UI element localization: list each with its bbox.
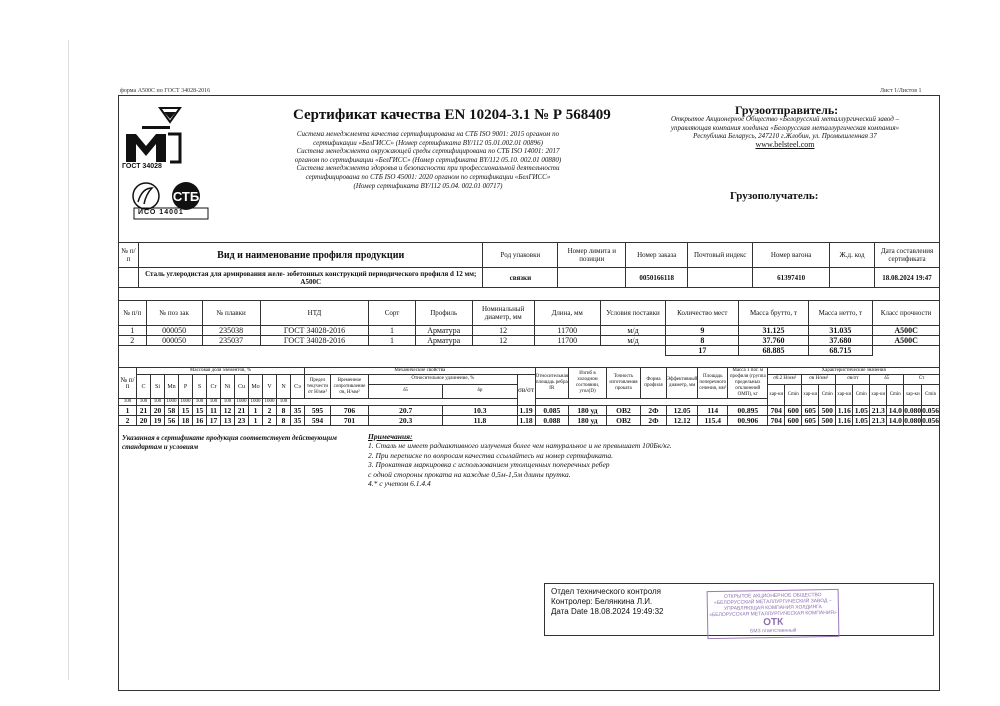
element-header: N <box>277 375 291 399</box>
cert-line: сертификации «БелГИСС» (Номер сертификата BY/112 05.01.002.01 00896) <box>313 138 543 147</box>
gost-label: ГОСТ 34028 <box>122 163 162 170</box>
table-cell: 21 <box>137 406 151 416</box>
table-cell: 37.680 <box>808 336 873 346</box>
notes-title: Примечания: <box>368 432 413 441</box>
col-header: Изгиб в холодном состоянии, угол(D) <box>568 368 606 399</box>
char-group-header: σв Н/мм² <box>802 375 836 385</box>
table-cell: 1 <box>119 406 137 416</box>
col-header: Сорт <box>369 301 415 326</box>
multiplier: 1000 <box>250 399 261 404</box>
table-cell: 600 <box>785 406 802 416</box>
col-header: НТД <box>260 301 369 326</box>
col-header: Точность изготовления проката <box>606 368 640 399</box>
table-cell: 0.080 <box>904 405 922 415</box>
table-cell: 56 <box>165 416 179 426</box>
shipper-line: управляющая компания холдинга «Белорусская металлургическая компания» <box>670 123 900 132</box>
multiplier: 100 <box>277 399 291 406</box>
table-cell: 19 <box>151 416 165 426</box>
stamp-otk: ОТК <box>763 616 784 629</box>
table-cell: 235038 <box>202 326 260 336</box>
col-header: № п/п <box>119 243 139 268</box>
multiplier: 100 <box>193 399 207 406</box>
table-cell: 180 уд <box>568 416 606 426</box>
char-group-header: σ0.2 Н/мм² <box>768 375 802 385</box>
table-cell: 2Ф <box>640 416 666 426</box>
col-header: Площадь поперечного сечения, мм² <box>698 368 728 399</box>
wagon-number: 61397410 <box>753 268 830 288</box>
table-cell: ОВ2 <box>606 416 640 426</box>
table-cell: м/д <box>600 336 665 346</box>
char-group-header: Ст <box>904 375 940 385</box>
qc-text <box>551 587 663 617</box>
table-cell: ОВ2 <box>606 406 640 416</box>
shipment-table <box>118 242 940 288</box>
cert-line: Система менеджмента окружающей среды сертифицирована по СТБ ISO 14001: 2017 <box>296 147 560 156</box>
note-item: с одной стороны проката на каждые 0,5м-1,5м длины прутка. <box>368 469 571 479</box>
col-header: Род упаковки <box>483 243 558 268</box>
note-item: 3. Прокатная маркировка с использованием утолщенных поперечных ребер <box>368 460 610 470</box>
sheet-note: Лист 1/Листов 1 <box>880 88 922 94</box>
table-cell: 15 <box>179 406 193 416</box>
cert-line: Система менеджмента здоровья и безопасности при профессиональной деятельности <box>296 164 560 173</box>
properties-table <box>118 367 940 426</box>
note-item: 1. Сталь не имеет радиактивного излучения более чем натуральное и не превышает 100Бк/кг. <box>368 441 672 451</box>
shipper-line: Республика Беларусь, 247210 г.Жлобин, ул. Промышленная 37 <box>693 132 877 140</box>
table-cell: 31.035 <box>808 326 873 336</box>
col-header: Предел текучести σт Н/мм² <box>305 375 331 399</box>
table-cell: 14.0 <box>888 405 902 415</box>
shipper-title: Грузоотправитель: <box>735 103 839 117</box>
col-header: Масса нетто, т <box>808 301 873 326</box>
cert-line: сертифицирована по СТБ ISO 45001: 2020 органом по сертификации «БелГИСС» <box>305 172 551 181</box>
table-cell: 12 <box>221 406 235 416</box>
multiplier: 100 <box>207 399 221 406</box>
char-sub-header: хар-ки <box>836 384 853 406</box>
table-cell: 2 <box>119 336 147 346</box>
cert-line: Система менеджмента качества сертифицирована на СТБ ISO 9001: 2015 органом по <box>296 130 560 138</box>
col-header: Эффективный диаметр, мм <box>666 368 697 399</box>
table-cell: 20 <box>151 406 165 416</box>
col-header: δ5 <box>369 384 443 399</box>
table-cell: 000050 <box>146 336 202 346</box>
table-cell: 115.4 <box>698 416 728 426</box>
order-number: 0050166118 <box>626 268 688 288</box>
char-sub-header: хар-ки <box>768 384 785 406</box>
char-sub-header: Cmin <box>922 384 940 406</box>
table-row <box>119 336 940 346</box>
table-cell: 600 <box>785 416 802 426</box>
table-cell: 35 <box>291 406 305 416</box>
table-cell: 58 <box>165 406 179 416</box>
table-cell: 706 <box>331 406 369 416</box>
shipper-details <box>640 115 930 149</box>
table-cell: 37.760 <box>739 336 808 346</box>
table-cell: 114 <box>698 406 728 416</box>
qc-date: Дата Date 18.08.2024 19:49:32 <box>551 607 664 616</box>
col-header: Номер вагона <box>753 243 830 268</box>
note-item: 2. При переписке по вопросам качества ссылайтесь на номер сертификата. <box>368 450 614 460</box>
conformity-statement: Указанная в сертификате продукция соответствует действующим стандартам и условиям <box>122 434 337 451</box>
table-cell: 595 <box>305 406 331 416</box>
col-header: № плавки <box>202 301 260 326</box>
table-cell: 704 <box>768 416 785 426</box>
stamp-line: «БЕЛОРУССКИЙ МЕТАЛЛУРГИЧЕСКИЙ ЗАВОД – <box>713 597 832 607</box>
table-cell: ГОСТ 34028-2016 <box>260 336 369 346</box>
char-sub-header: хар-ки <box>870 384 887 406</box>
table-row <box>119 406 940 416</box>
multiplier: 100 <box>137 399 151 406</box>
element-header: Mn <box>165 375 179 399</box>
table-cell: ГОСТ 34028-2016 <box>260 326 369 336</box>
mech-header: Механические свойства <box>305 368 536 375</box>
char-group-header: δ5 <box>870 375 904 385</box>
table-cell: 0.085 <box>535 406 568 416</box>
char-sub-header: Cmin <box>785 384 802 406</box>
col-header: Масса брутто, т <box>739 301 808 326</box>
col-header: Масса 1 пог. м профиля (группа предельных отклонений ОМП), кг <box>728 368 768 399</box>
col-header: Ж.д. код <box>830 243 875 268</box>
table-cell: 21 <box>235 406 249 416</box>
receiver-title: Грузополучатель: <box>730 190 819 202</box>
table-cell: 20.7 <box>369 406 443 416</box>
char-group-header: σв/σт <box>836 375 870 385</box>
table-cell: 11700 <box>534 326 600 336</box>
element-header: V <box>263 375 277 399</box>
element-header: C <box>137 375 151 399</box>
table-cell: Арматура <box>415 336 472 346</box>
col-header: № п/п <box>119 368 137 399</box>
char-sub-header: Cmin <box>887 384 904 406</box>
table-cell: 594 <box>305 416 331 426</box>
table-cell: 1 <box>369 336 415 346</box>
table-cell: 20.3 <box>369 416 443 426</box>
element-header: Сэ <box>291 375 305 399</box>
table-cell: 2Ф <box>640 406 666 416</box>
certificate-title: Сертификат качества EN 10204-3.1 № Р 568409 <box>293 107 611 123</box>
table-cell: 8 <box>277 406 291 416</box>
table-cell: 2 <box>263 416 277 426</box>
table-cell: 31.125 <box>739 326 808 336</box>
chem-header: Массовая доля элементов, % <box>137 368 305 375</box>
table-cell: Арматура <box>415 326 472 336</box>
char-sub-header: хар-ки <box>802 384 819 406</box>
table-cell: 1.19 <box>517 406 535 416</box>
multiplier: 1000 <box>166 399 177 404</box>
element-header: Mo <box>249 375 263 399</box>
table-cell: 13 <box>221 416 235 426</box>
table-cell: 15 <box>193 406 207 416</box>
table-cell: 1.16 <box>837 415 851 425</box>
col-header: № п/п <box>119 301 147 326</box>
table-cell: 8 <box>277 416 291 426</box>
col-header: № поз зак <box>146 301 202 326</box>
table-cell: м/д <box>600 326 665 336</box>
table-cell: 00.906 <box>728 416 768 426</box>
element-header: Cu <box>235 375 249 399</box>
form-note: форма A500C по ГОСТ 34028-2016 <box>120 88 211 94</box>
total-gross: 68.885 <box>739 346 808 356</box>
table-cell: 235037 <box>202 336 260 346</box>
table-cell: 12.12 <box>666 416 697 426</box>
col-header: δр <box>443 384 517 399</box>
table-cell: 12 <box>472 326 534 336</box>
shipper-line: Открытое Акционерное Общество «Белорусский металлургический завод – <box>670 115 900 123</box>
totals-row <box>119 346 940 356</box>
col-header: Класс прочности <box>873 301 940 326</box>
element-header: P <box>179 375 193 399</box>
multiplier: 100 <box>151 399 165 406</box>
table-cell: 1.18 <box>517 416 535 426</box>
table-cell: 20 <box>137 416 151 426</box>
table-cell: 0.080 <box>904 415 922 425</box>
table-cell: 1 <box>119 326 147 336</box>
table-cell: 0.056 <box>922 405 939 415</box>
table-cell: 1.05 <box>854 415 868 425</box>
iso-label: ИСО 14001 <box>138 209 184 216</box>
element-header: S <box>193 375 207 399</box>
heats-table <box>118 300 940 356</box>
col-header: Длина, мм <box>534 301 600 326</box>
table-row <box>119 326 940 336</box>
table-cell: 605 <box>802 406 819 416</box>
table-cell: 21.3 <box>871 415 885 425</box>
total-places: 17 <box>666 346 739 356</box>
table-cell: 500 <box>819 406 836 416</box>
table-cell: 1 <box>369 326 415 336</box>
svg-text:СТБ: СТБ <box>172 189 200 204</box>
packing: связки <box>483 268 558 288</box>
col-header: Условия поставки <box>600 301 665 326</box>
table-cell: 1.16 <box>837 405 851 415</box>
stamp-line: ОТКРЫТОЕ АКЦИОНЕРНОЕ ОБЩЕСТВО <box>723 592 822 600</box>
table-cell: 17 <box>207 416 221 426</box>
table-cell: 2 <box>119 416 137 426</box>
table-cell: 10.3 <box>443 406 517 416</box>
table-cell: А500С <box>873 336 940 346</box>
table-cell: 11 <box>207 406 221 416</box>
stamp-line: БМЗ ответственный <box>750 627 797 635</box>
table-cell: 12.05 <box>666 406 697 416</box>
table-cell: 500 <box>819 416 836 426</box>
cert-line: органом по сертификации «БелГИСС» (Номер сертификата BY/112 05.10. 002.01 00880) <box>294 155 562 164</box>
table-cell: 35 <box>291 416 305 426</box>
table-cell: 11700 <box>534 336 600 346</box>
table-cell: 2 <box>263 406 277 416</box>
table-cell: 21.3 <box>871 405 885 415</box>
table-cell: 00.895 <box>728 406 768 416</box>
element-header: Ni <box>221 375 235 399</box>
product-name: Сталь углеродистая для армирования желе- зобетонных конструкций периодического профиля d 12 мм; А500С <box>138 268 482 288</box>
multiplier: 100 <box>119 399 137 406</box>
table-cell: 16 <box>193 416 207 426</box>
table-cell: 11.8 <box>443 416 517 426</box>
note-item: 4.* с учетом 6.1.4.4 <box>368 479 431 489</box>
certification-statements <box>258 130 598 190</box>
col-header: Относительная площадь ребра fR <box>535 368 568 399</box>
char-sub-header: Cmin <box>819 384 836 406</box>
qc-controller: Контролер: Белянкина Л.И. <box>551 597 653 606</box>
col-header: Номер лимита и позиции <box>558 243 626 268</box>
table-cell: 704 <box>768 406 785 416</box>
col-header: Номер заказа <box>626 243 688 268</box>
col-header: Почтовый индекс <box>688 243 753 268</box>
table-cell: 23 <box>235 416 249 426</box>
multiplier: 1000 <box>264 399 275 404</box>
shipper-website-link[interactable]: www.belsteel.com <box>755 139 815 149</box>
table-row <box>119 268 940 288</box>
multiplier: 100 <box>221 399 235 406</box>
table-cell: 000050 <box>146 326 202 336</box>
otk-stamp <box>707 589 840 639</box>
table-cell: 9 <box>666 326 739 336</box>
char-sub-header: Cmin <box>853 384 870 406</box>
stamp-line: «БЕЛОРУССКАЯ МЕТАЛЛУРГИЧЕСКАЯ КОМПАНИЯ» <box>709 609 837 619</box>
table-cell: 1 <box>249 406 263 416</box>
table-cell: 605 <box>802 416 819 426</box>
table-cell: 1.05 <box>854 405 868 415</box>
cert-line: (Номер сертификата BY/112 05.04. 002.01 00717) <box>353 181 503 190</box>
multiplier: 1000 <box>180 399 191 404</box>
table-cell: 18 <box>179 416 193 426</box>
element-header: Si <box>151 375 165 399</box>
multiplier: 1000 <box>236 399 247 404</box>
table-cell: 1 <box>249 416 263 426</box>
col-header: Количество мест <box>666 301 739 326</box>
col-header: Временное сопротивление σв, Н/мм² <box>331 375 369 399</box>
col-header: Профиль <box>415 301 472 326</box>
table-cell: 12 <box>472 336 534 346</box>
table-cell: 180 уд <box>568 406 606 416</box>
stamp-line: УПРАВЛЯЮЩАЯ КОМПАНИЯ ХОЛДИНГА <box>723 604 822 612</box>
char-header: Характеристические значения <box>768 368 940 375</box>
col-header: Дата составления сертификата <box>875 243 940 268</box>
table-cell: 0.056 <box>922 415 939 425</box>
total-net: 68.715 <box>808 346 873 356</box>
notes <box>368 432 848 488</box>
char-sub-header: хар-ки <box>904 384 922 406</box>
col-header: Относительное удлинение, % <box>369 375 518 385</box>
col-header: Форма профиля <box>640 368 666 399</box>
table-row <box>119 416 940 426</box>
certificate-date: 18.08.2024 19:47 <box>875 268 940 288</box>
element-header: Cr <box>207 375 221 399</box>
table-cell: 8 <box>666 336 739 346</box>
table-cell: 701 <box>331 416 369 426</box>
table-cell: А500С <box>873 326 940 336</box>
col-header: Номинальный диаметр, мм <box>472 301 534 326</box>
col-header: σв/σт <box>517 375 535 406</box>
table-cell: 14.0 <box>888 415 902 425</box>
table-cell: 0.088 <box>535 416 568 426</box>
col-header: Вид и наименование профиля продукции <box>138 243 482 268</box>
qc-department: Отдел технического контроля <box>551 587 662 596</box>
